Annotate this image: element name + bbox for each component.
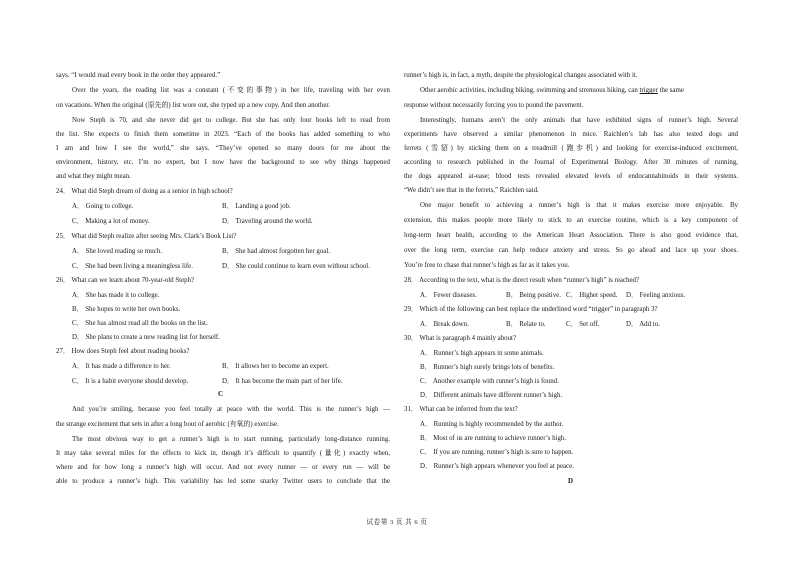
paragraph-line: runner’s high is, in fact, a myth, despite the physiological changes associated with it.: [404, 72, 638, 79]
paragraph-text: Other aerobic activities, including biking, swimming and strenuous hiking, can: [420, 87, 640, 94]
paragraph-line: It may take several miles for the effects to kick in, though it’s difficult to quantify (量化) exactly when,: [56, 450, 390, 457]
q25-option-a[interactable]: A． She loved reading so much.: [72, 248, 162, 255]
q24-option-b[interactable]: B． Landing a good job.: [222, 203, 291, 210]
paragraph-line: over the long term, exercise can help reduce anxiety and stress. So go ahead and lace up your shoes.: [404, 247, 738, 254]
underlined-word-trigger: trigger: [639, 87, 658, 94]
paragraph-line: says. “I would read every book in the order they appeared.”: [56, 72, 221, 79]
paragraph-line: long-term heart health, according to the American Heart Association. There is also good evidence that,: [404, 232, 738, 239]
q28-option-d[interactable]: D． Feeling anxious.: [626, 292, 686, 299]
q24-option-a[interactable]: A． Going to college.: [72, 203, 134, 210]
paragraph-line: And you’re smiling, because you feel totally at peace with the world. This is the runner’s high —: [72, 406, 390, 413]
question-26-stem: 26． What can we learn about 70-year-old Steph?: [56, 277, 195, 284]
q31-option-d[interactable]: D． Runner’s high appears whenever you feel at peace.: [420, 463, 574, 470]
paragraph-line: “We didn’t see that in the ferrets,” Raichlen said.: [404, 187, 539, 194]
paragraph-line: experiments have observed a similar phenomenon in mice. Raichlen’s lab has also tested dogs and: [404, 131, 738, 138]
paragraph-line: extension, this makes people more likely to stick to an exercise routine, which is a key component of: [404, 217, 738, 224]
q30-option-c[interactable]: C． Another example with runner’s high is found.: [420, 378, 559, 385]
paragraph-line: The most obvious way to get a runner’s high is to start running, particularly long-distance running.: [72, 436, 390, 443]
question-31-stem: 31． What can be inferred from the text?: [404, 406, 518, 413]
q29-option-b[interactable]: B． Relate to.: [506, 321, 546, 328]
paragraph-line: and what they might mean.: [56, 173, 131, 180]
page-footer: 试卷第 3 页 共 6 页: [366, 519, 428, 526]
paragraph-line: You’re free to chase that runner’s high as far as it takes you.: [404, 262, 570, 269]
question-27-stem: 27． How does Steph feel about reading books?: [56, 348, 190, 355]
q27-option-d[interactable]: D． It has become the main part of her life.: [222, 378, 343, 385]
section-heading-c: C: [218, 390, 224, 398]
paragraph-line: where and for how long a runner’s high will occur. And not every runner — or every run — will be: [56, 464, 390, 471]
paragraph-line: according to research published in the Journal of Experimental Biology. After 30 minutes of running,: [404, 159, 738, 166]
q29-option-c[interactable]: C． Set off.: [566, 321, 600, 328]
q27-option-c[interactable]: C． It is a habit everyone should develop.: [72, 378, 189, 385]
paragraph-line: I am and how I see the world,” she says. “They’ve opened so many doors for me about the: [56, 145, 390, 152]
question-28-stem: 28． According to the text, what is the direct result when “runner’s high” is reached?: [404, 277, 640, 284]
paragraph-line: Over the years, the reading list was a constant (不变的事物) in her life, traveling with her even: [72, 87, 390, 94]
q26-option-b[interactable]: B． She hopes to write her own books.: [72, 306, 181, 313]
question-29-stem: 29． Which of the following can best replace the underlined word “trigger” in paragraph 3?: [404, 306, 658, 313]
section-heading-d: D: [568, 477, 574, 485]
q28-option-a[interactable]: A． Fewer diseases.: [420, 292, 477, 299]
q27-option-b[interactable]: B． It allows her to become an expert.: [222, 363, 329, 370]
q24-option-d[interactable]: D． Traveling around the world.: [222, 218, 313, 225]
question-24-stem: 24． What did Steph dream of doing as a senior in high school?: [56, 188, 233, 195]
q31-option-b[interactable]: B． Most of us are running to achieve runner’s high.: [420, 435, 567, 442]
paragraph-line: One major benefit to achieving a runner’s high is that it makes exercise more enjoyable. By: [420, 202, 738, 209]
q31-option-c[interactable]: C． If you are running, runner’s high is sure to happen.: [420, 449, 574, 456]
q24-option-c[interactable]: C． Making a lot of money.: [72, 218, 150, 225]
paragraph-line: Now Steph is 70, and she never did get to college. But she has only four books left to read from: [72, 117, 390, 124]
q26-option-c[interactable]: C． She has almost read all the books on the list.: [72, 320, 208, 327]
q28-option-c[interactable]: C． Higher speed.: [566, 292, 618, 299]
q28-option-b[interactable]: B． Being positive.: [506, 292, 561, 299]
q27-option-a[interactable]: A． It has made a difference to her.: [72, 363, 171, 370]
q31-option-a[interactable]: A． Running is highly recommended by the author.: [420, 421, 564, 428]
paragraph-line: Interestingly, humans aren’t the only animals that have exhibited signs of runner’s high. Several: [420, 117, 738, 124]
paragraph-line: ferrets (雪貂) by sticking them on a treadmill (跑步机) and looking for exercise-induced excitement,: [404, 145, 738, 152]
paragraph-line: environment, history, etc. I’m no expert, but I now have the background to see why things happened: [56, 159, 390, 166]
paragraph-line: the list. She expects to finish them sometime in 2023. “Each of the books has added something to who: [56, 131, 390, 138]
q26-option-a[interactable]: A． She has made it to college.: [72, 292, 160, 299]
question-25-stem: 25． What did Steph realize after seeing Mrs. Clark’s Book List?: [56, 233, 237, 240]
q30-option-d[interactable]: D． Different animals have different runner’s high.: [420, 392, 563, 399]
q25-option-b[interactable]: B． She had almost forgotten her goal.: [222, 248, 330, 255]
q29-option-d[interactable]: D． Add to.: [626, 321, 660, 328]
q25-option-d[interactable]: D． She could continue to learn even without school.: [222, 263, 370, 270]
paragraph-line: on vacations. When the original (原先的) list wore out, she typed up a new copy. And then another.: [56, 102, 331, 109]
paragraph-line: [420, 86, 684, 95]
paragraph-text: the same: [657, 87, 684, 94]
question-30-stem: 30． What is paragraph 4 mainly about?: [404, 335, 517, 342]
q30-option-a[interactable]: A． Runner’s high appears in some animals.: [420, 350, 544, 357]
q29-option-a[interactable]: A． Break down.: [420, 321, 469, 328]
q30-option-b[interactable]: B． Runner’s high surely brings lots of benefits.: [420, 364, 555, 371]
q26-option-d[interactable]: D． She plans to create a new reading list for herself.: [72, 334, 220, 341]
paragraph-line: the dogs appeared at-ease; blood tests revealed elevated levels of endocannabinoids in their systems.: [404, 173, 738, 180]
paragraph-line: response without necessarily forcing you to pound the pavement.: [404, 102, 584, 109]
paragraph-line: able to produce a runner’s high. This variability has led some snarky Twitter users to conclude that the: [56, 478, 390, 485]
q25-option-c[interactable]: C． She had been living a meaningless life.: [72, 263, 193, 270]
paragraph-line: the strange excitement that sets in after a long bout of aerobic (有氧的) exercise.: [56, 421, 279, 428]
